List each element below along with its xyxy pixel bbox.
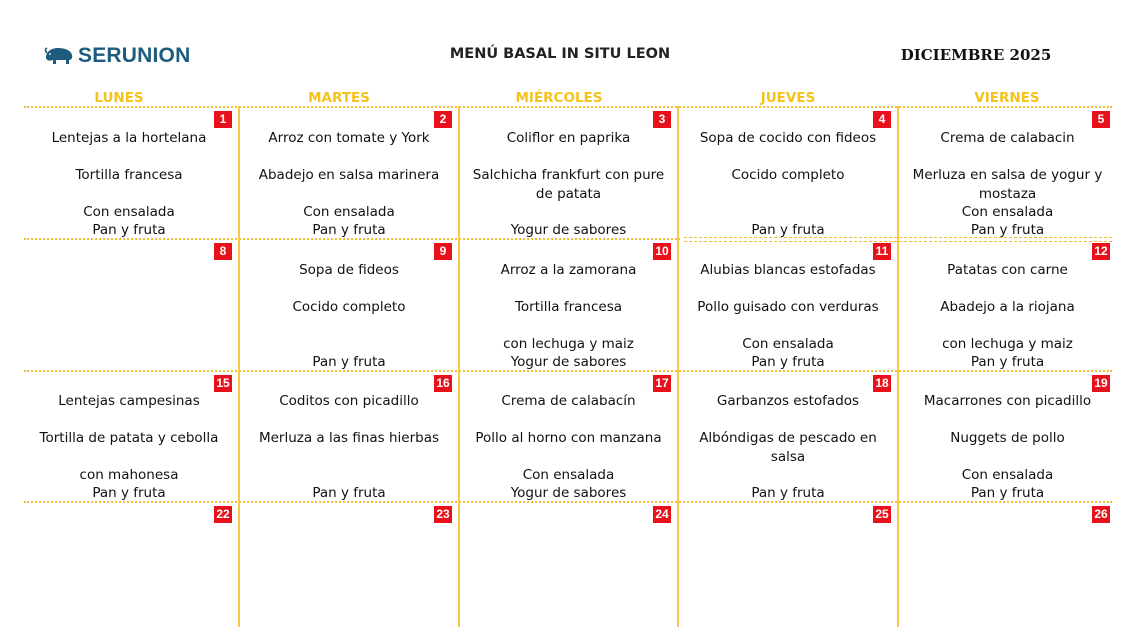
side-dish: con mahonesa xyxy=(79,467,179,483)
side-dish: Con ensalada xyxy=(522,467,615,483)
day-number: 12 xyxy=(1092,243,1110,260)
day-number: 10 xyxy=(653,243,671,260)
dessert: Pan y fruta xyxy=(751,354,825,370)
day-number: 11 xyxy=(873,243,891,260)
menu-day-cell xyxy=(20,503,238,627)
dessert: Pan y fruta xyxy=(92,222,166,238)
menu-day-cell xyxy=(679,503,897,627)
dessert: Pan y fruta xyxy=(312,354,386,370)
first-course: Sopa de cocido con fideos xyxy=(699,130,877,146)
day-number: 15 xyxy=(214,375,232,392)
side-dish: Con ensalada xyxy=(303,204,395,220)
menu-day-cell xyxy=(240,240,458,370)
second-course: Merluza a las finas hierbas xyxy=(258,430,440,446)
page-title: MENÚ BASAL IN SITU LEON xyxy=(449,46,671,62)
day-number: 24 xyxy=(653,506,671,523)
dessert: Pan y fruta xyxy=(751,485,825,501)
side-dish: Con ensalada xyxy=(961,204,1054,220)
side-dish: Con ensalada xyxy=(742,336,834,352)
day-number: 4 xyxy=(873,111,891,128)
day-number: 23 xyxy=(434,506,452,523)
day-number: 5 xyxy=(1092,111,1110,128)
first-course: Lentejas campesinas xyxy=(58,393,200,409)
menu-day-cell xyxy=(20,372,238,501)
day-number: 18 xyxy=(873,375,891,392)
day-number: 26 xyxy=(1092,506,1110,523)
dessert: Pan y fruta xyxy=(751,222,825,238)
day-name-thursday: JUEVES xyxy=(760,90,816,106)
day-name-friday: VIERNES xyxy=(974,90,1040,106)
second-course: Tortilla de patata y cebolla xyxy=(39,430,219,446)
first-course: Macarrones con picadillo xyxy=(923,393,1092,409)
first-course: Coliflor en paprika xyxy=(506,130,631,146)
second-course: Pollo guisado con verduras xyxy=(697,299,879,315)
first-course: Arroz a la zamorana xyxy=(500,262,637,278)
day-number: 2 xyxy=(434,111,452,128)
menu-day-cell xyxy=(899,240,1116,370)
menu-day-cell xyxy=(899,503,1116,627)
side-dish: Con ensalada xyxy=(83,204,175,220)
first-course: Arroz con tomate y York xyxy=(268,130,430,146)
day-number: 1 xyxy=(214,111,232,128)
bison-icon xyxy=(44,45,74,67)
dessert: Pan y fruta xyxy=(970,485,1045,501)
first-course: Patatas con carne xyxy=(947,262,1068,278)
second-course: Cocido completo xyxy=(731,167,845,183)
dessert: Yogur de sabores xyxy=(510,485,627,501)
first-course: Crema de calabacín xyxy=(501,393,636,409)
menu-day-cell xyxy=(240,372,458,501)
dessert: Yogur de sabores xyxy=(510,222,627,238)
second-course: Nuggets de pollo xyxy=(950,430,1065,446)
menu-day-cell xyxy=(460,108,677,238)
dessert: Pan y fruta xyxy=(312,222,386,238)
day-name-wednesday: MIÉRCOLES xyxy=(515,90,603,106)
day-number: 9 xyxy=(434,243,452,260)
second-course: Albóndigas de pescado en salsa xyxy=(699,430,877,465)
day-name-monday: LUNES xyxy=(94,90,144,106)
menu-day-cell xyxy=(20,240,238,370)
day-number: 19 xyxy=(1092,375,1110,392)
second-course: Tortilla francesa xyxy=(514,299,623,315)
second-course: Cocido completo xyxy=(292,299,406,315)
side-dish: con lechuga y maiz xyxy=(942,336,1073,352)
dessert: Yogur de sabores xyxy=(510,354,627,370)
menu-day-cell xyxy=(460,372,677,501)
side-dish: con lechuga y maiz xyxy=(503,336,634,352)
side-dish: Con ensalada xyxy=(961,467,1054,483)
first-course: Alubias blancas estofadas xyxy=(700,262,876,278)
second-course: Abadejo en salsa marinera xyxy=(258,167,440,183)
menu-day-cell xyxy=(679,108,897,238)
first-course: Lentejas a la hortelana xyxy=(51,130,207,146)
day-number: 17 xyxy=(653,375,671,392)
day-name-tuesday: MARTES xyxy=(308,90,370,106)
day-number: 22 xyxy=(214,506,232,523)
dessert: Pan y fruta xyxy=(312,485,386,501)
menu-day-cell xyxy=(679,372,897,501)
menu-day-cell xyxy=(899,108,1116,238)
dessert: Pan y fruta xyxy=(970,354,1045,370)
brand-logo xyxy=(44,44,190,68)
first-course: Garbanzos estofados xyxy=(716,393,860,409)
second-course: Tortilla francesa xyxy=(75,167,183,183)
day-number: 25 xyxy=(873,506,891,523)
menu-day-cell xyxy=(240,108,458,238)
brand-name: SERUNION xyxy=(78,44,191,67)
menu-day-cell xyxy=(20,108,238,238)
menu-day-cell xyxy=(899,372,1116,501)
month-label: DICIEMBRE 2025 xyxy=(900,46,1052,64)
menu-day-cell xyxy=(240,503,458,627)
second-course: Abadejo a la riojana xyxy=(940,299,1075,315)
menu-day-cell xyxy=(679,240,897,370)
dessert: Pan y fruta xyxy=(970,222,1045,238)
first-course: Crema de calabacin xyxy=(940,130,1075,146)
day-number: 16 xyxy=(434,375,452,392)
second-course: Merluza en salsa de yogur y mostaza xyxy=(912,167,1103,202)
menu-day-cell xyxy=(460,503,677,627)
day-number: 3 xyxy=(653,111,671,128)
menu-day-cell xyxy=(460,240,677,370)
first-course: Sopa de fideos xyxy=(299,262,399,278)
day-number: 8 xyxy=(214,243,232,260)
second-course: Pollo al horno con manzana xyxy=(475,430,662,446)
first-course: Coditos con picadillo xyxy=(279,393,419,409)
second-course: Salchicha frankfurt con pure de patata xyxy=(472,167,665,202)
dessert: Pan y fruta xyxy=(92,485,166,501)
